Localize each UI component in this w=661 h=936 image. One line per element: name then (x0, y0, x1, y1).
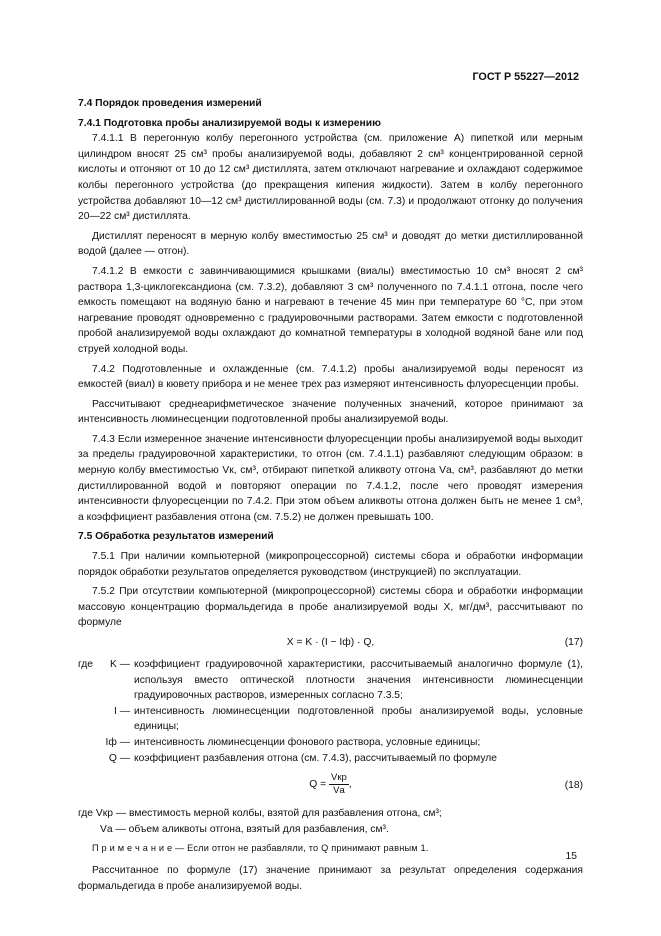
formula-18-fraction (329, 772, 349, 797)
paragraph-final: Рассчитанное по формуле (17) значение принимают за результат определения содержания формальдегида в пробе анализируемой воды. (78, 864, 583, 892)
where-text: интенсивность люминесценции фонового раствора, условные единицы; (134, 736, 481, 748)
paragraph-7-4-1-1: 7.4.1.1 В перегонную колбу перегонного устройства (см. приложение А) пипеткой или мерным цилиндром вносят 25 см³ пробы анализируемой воды, добавляют 2 см³ концентрированной серной кислоты и отгоняют от 10 до 12 см³ дистиллята, затем отключают нагревание и охлаждают содержимое колбы перегонного устройства (до прекращения кипения жидкости). Затем в колбу перегонного устройства добавляют 10—12 см³ дистиллированной воды (см. 7.3) и продолжают отгонку до получения 20—22 см³ дистиллята. (78, 133, 583, 223)
page-number: 15 (565, 851, 577, 862)
where-list-18-a: где Vкр — вместимость мерной колбы, взятой для разбавления отгона, см³; (78, 808, 442, 820)
note: П р и м е ч а н и е — Если отгон не разбавляли, то Q принимают равным 1. (92, 843, 429, 854)
where-list-18-b: Vа — объем аликвоты отгона, взятый для разбавления, см³. (100, 823, 389, 835)
formula-17-expression: X = K · (I − Iф) · Q, (286, 637, 375, 648)
formula-18 (78, 766, 583, 806)
section-7-4-1-title: 7.4.1 Подготовка пробы анализируемой воды к измерению (78, 117, 381, 129)
section-7-5-title: 7.5 Обработка результатов измерений (78, 531, 274, 543)
where-symbol: I — (113, 705, 130, 717)
formula-18-number: (18) (564, 780, 583, 792)
formula-17 (78, 631, 583, 657)
where-item (78, 704, 583, 735)
where-text: коэффициент разбавления отгона (см. 7.4.3), рассчитываемый по формуле (134, 752, 497, 764)
where-text: коэффициент градуировочной характеристики, рассчитываемый аналогично формуле (1), используя вместо оптической плотности значения интенсивности люминесценции градуировочных растворов, измеренных согласно 7.3.5; (134, 659, 583, 702)
formula-18-tail: , (348, 779, 352, 791)
where-symbol: Iф — (105, 736, 130, 748)
where-prefix (78, 751, 92, 767)
document-header: ГОСТ Р 55227—2012 (472, 71, 579, 83)
where-item (78, 735, 583, 751)
formula-17-number: (17) (564, 637, 583, 648)
where-prefix (78, 704, 92, 735)
where-symbol: Q — (108, 752, 130, 764)
where-item (78, 751, 583, 767)
page-body (78, 96, 583, 894)
formula-18-lhs: Q = (309, 779, 327, 791)
paragraph-7-5-2: 7.5.2 При отсутствии компьютерной (микропроцессорной) системы сбора и обработки информации массовую концентрацию формальдегида в пробе анализируемой воды X, мг/дм³, рассчитывают по формуле (78, 586, 583, 629)
where-prefix: где (78, 659, 94, 670)
where-item (78, 657, 583, 704)
formula-18-expression (78, 772, 583, 797)
section-7-4-title: 7.4 Порядок проведения измерений (78, 98, 262, 109)
where-list-17 (78, 657, 583, 766)
where-text: интенсивность люминесценции подготовленной пробы анализируемой воды, условные единицы; (134, 705, 583, 733)
where-symbol: K — (109, 659, 130, 670)
formula-18-denominator: Vа (333, 785, 345, 797)
where-prefix (78, 735, 92, 751)
paragraph-7-5-1: 7.5.1 При наличии компьютерной (микропроцессорной) системы сбора и обработки информации порядок обработки результатов определяется руководством (инструкцией) по эксплуатации. (78, 551, 583, 578)
paragraph-7-4-1-2: 7.4.1.2 В емкости с завинчивающимися крышками (виалы) вместимостью 10 см³ вносят 2 см³ раствора 1,3-циклогександиона (см. 7.3.2), добавляют 3 см³ полученного по 7.4.1.1 отгона, после чего емкость помещают на водяную баню и нагревают в течение 45 мин при температуре 60 °С, при этом нагревание проводят одновременно с градуировочными растворами. Затем емкости с подготовленной пробой анализируемой воды охлаждают до комнатной температуры в холодной водяной бане или под струей холодной воды. (78, 265, 583, 355)
paragraph-distillate: Дистиллят переносят в мерную колбу вместимостью 25 см³ и доводят до метки дистиллированной водой (далее — отгон). (78, 230, 583, 258)
paragraph-7-4-3: 7.4.3 Если измеренное значение интенсивности флуоресценции пробы анализируемой воды выходит за пределы градуировочной характеристики, то отгон (см. 7.4.1.1) разбавляют следующим образом: в мерную колбу вместимостью Vк, см³, отбирают пипеткой аликвоту отгона Vа, см³, разбавляют до метки дистиллированной водой и повторяют операции по 7.4.1.2, после чего проводят измерения интенсивности флуоресценции по 7.4.2. При этом объем аликвоты отгона должен быть не менее 1 см³, а коэффициент разбавления отгона (см. 7.5.2) не должен превышать 100. (78, 433, 583, 523)
paragraph-7-4-2: 7.4.2 Подготовленные и охлажденные (см. 7.4.1.2) пробы анализируемой воды переносят из емкостей (виал) в кювету прибора и не менее трех раз измеряют интенсивность флуоресценции пробы. (78, 363, 583, 391)
formula-18-numerator: Vкр (331, 772, 347, 784)
paragraph-average: Рассчитывают среднеарифметическое значение полученных значений, которое принимают за интенсивность люминесценции подготовленной пробы анализируемой воды. (78, 398, 583, 426)
